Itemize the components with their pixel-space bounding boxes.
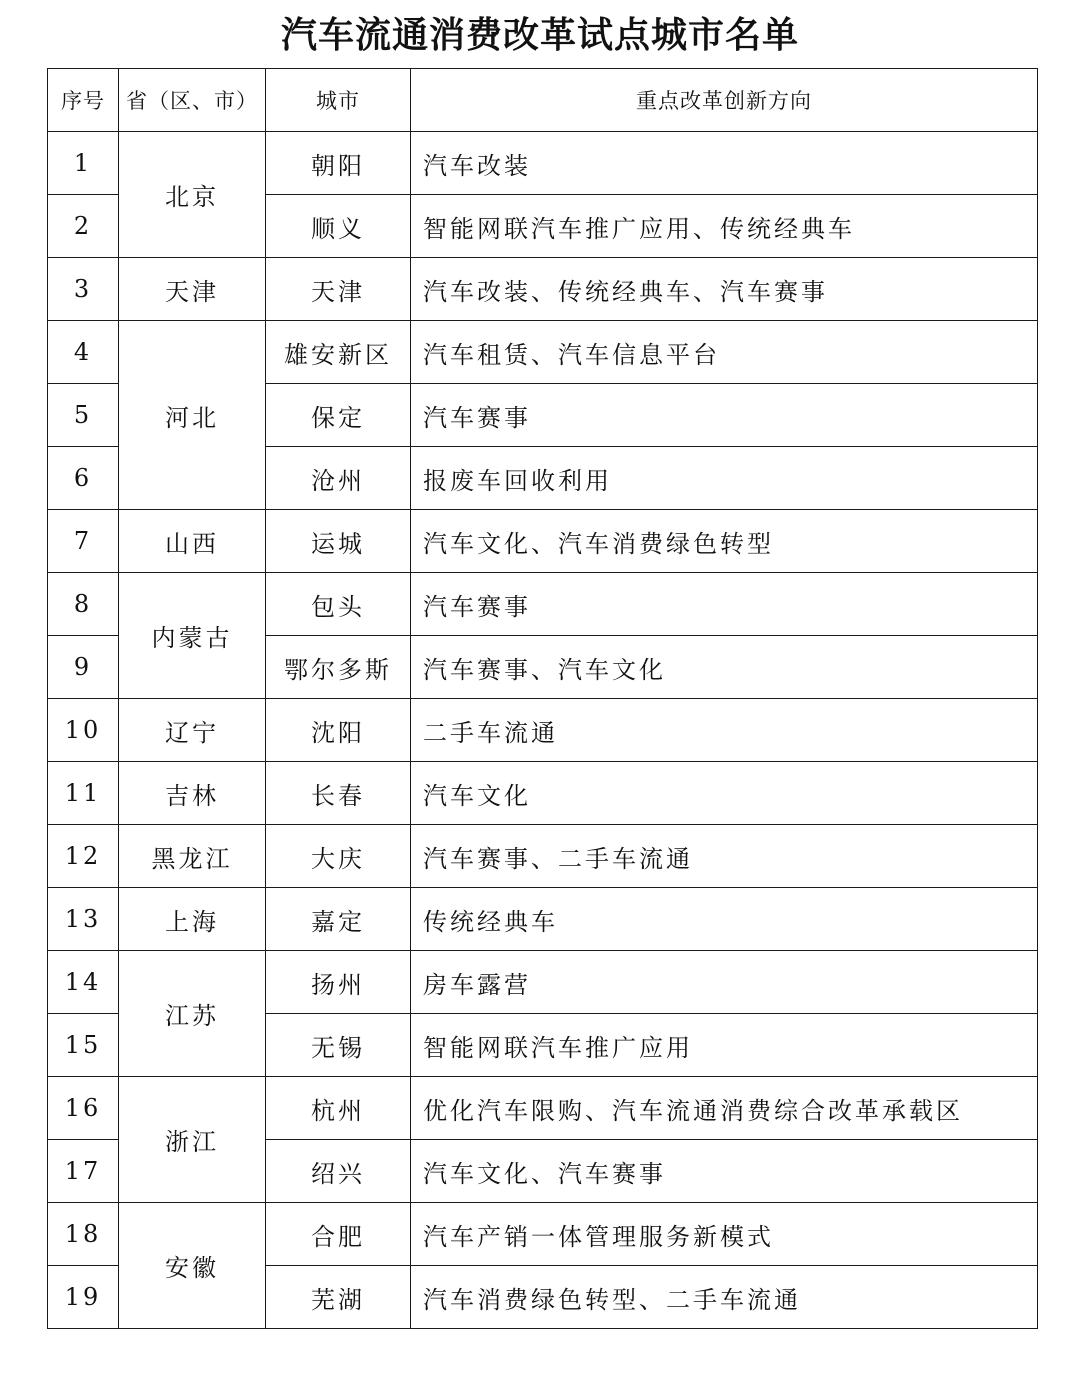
row-number: 11 [48, 762, 119, 825]
province-cell: 内蒙古 [119, 573, 266, 699]
city-cell: 绍兴 [266, 1140, 411, 1203]
city-cell: 无锡 [266, 1014, 411, 1077]
row-number: 19 [48, 1266, 119, 1329]
focus-cell: 汽车改装 [411, 132, 1038, 195]
row-number: 14 [48, 951, 119, 1014]
table-row [48, 132, 1038, 195]
table-row [48, 573, 1038, 636]
header-focus: 重点改革创新方向 [411, 69, 1038, 132]
city-cell: 顺义 [266, 195, 411, 258]
row-number: 2 [48, 195, 119, 258]
row-number: 8 [48, 573, 119, 636]
province-cell: 安徽 [119, 1203, 266, 1329]
focus-cell: 汽车赛事、二手车流通 [411, 825, 1038, 888]
city-cell: 芜湖 [266, 1266, 411, 1329]
table-row [48, 1203, 1038, 1266]
city-cell: 沈阳 [266, 699, 411, 762]
city-cell: 长春 [266, 762, 411, 825]
row-number: 4 [48, 321, 119, 384]
province-cell: 天津 [119, 258, 266, 321]
city-cell: 大庆 [266, 825, 411, 888]
row-number: 17 [48, 1140, 119, 1203]
focus-cell: 汽车文化、汽车赛事 [411, 1140, 1038, 1203]
row-number: 16 [48, 1077, 119, 1140]
city-cell: 鄂尔多斯 [266, 636, 411, 699]
row-number: 6 [48, 447, 119, 510]
row-number: 12 [48, 825, 119, 888]
row-number: 7 [48, 510, 119, 573]
city-cell: 扬州 [266, 951, 411, 1014]
row-number: 3 [48, 258, 119, 321]
document-title: 汽车流通消费改革试点城市名单 [280, 14, 799, 56]
edge-mask [846, 1336, 1080, 1376]
city-cell: 朝阳 [266, 132, 411, 195]
focus-cell: 传统经典车 [411, 888, 1038, 951]
table-row [48, 1077, 1038, 1140]
focus-cell: 二手车流通 [411, 699, 1038, 762]
focus-cell: 汽车赛事 [411, 573, 1038, 636]
table-row [48, 258, 1038, 321]
province-cell: 河北 [119, 321, 266, 510]
row-number: 18 [48, 1203, 119, 1266]
table-row [48, 510, 1038, 573]
city-cell: 雄安新区 [266, 321, 411, 384]
city-cell: 天津 [266, 258, 411, 321]
city-cell: 保定 [266, 384, 411, 447]
city-cell: 嘉定 [266, 888, 411, 951]
focus-cell: 汽车产销一体管理服务新模式 [411, 1203, 1038, 1266]
focus-cell: 汽车文化 [411, 762, 1038, 825]
focus-cell: 汽车赛事 [411, 384, 1038, 447]
province-cell: 上海 [119, 888, 266, 951]
table-body [48, 132, 1038, 1329]
header-province: 省（区、市） [119, 69, 266, 132]
province-cell: 黑龙江 [119, 825, 266, 888]
focus-cell: 智能网联汽车推广应用 [411, 1014, 1038, 1077]
focus-cell: 智能网联汽车推广应用、传统经典车 [411, 195, 1038, 258]
city-cell: 包头 [266, 573, 411, 636]
table-row [48, 888, 1038, 951]
focus-cell: 房车露营 [411, 951, 1038, 1014]
focus-cell: 汽车文化、汽车消费绿色转型 [411, 510, 1038, 573]
row-number: 1 [48, 132, 119, 195]
header-city: 城市 [266, 69, 411, 132]
city-cell: 合肥 [266, 1203, 411, 1266]
focus-cell: 汽车消费绿色转型、二手车流通 [411, 1266, 1038, 1329]
table-row [48, 321, 1038, 384]
table-row [48, 699, 1038, 762]
row-number: 5 [48, 384, 119, 447]
city-cell: 杭州 [266, 1077, 411, 1140]
pilot-city-table [47, 68, 1038, 1329]
province-cell: 吉林 [119, 762, 266, 825]
row-number: 15 [48, 1014, 119, 1077]
city-cell: 运城 [266, 510, 411, 573]
row-number: 13 [48, 888, 119, 951]
focus-cell: 汽车赛事、汽车文化 [411, 636, 1038, 699]
table-header-row [48, 69, 1038, 132]
province-cell: 北京 [119, 132, 266, 258]
province-cell: 辽宁 [119, 699, 266, 762]
focus-cell: 汽车租赁、汽车信息平台 [411, 321, 1038, 384]
focus-cell: 报废车回收利用 [411, 447, 1038, 510]
focus-cell: 汽车改装、传统经典车、汽车赛事 [411, 258, 1038, 321]
table-row [48, 825, 1038, 888]
header-no: 序号 [48, 69, 119, 132]
table-row [48, 762, 1038, 825]
province-cell: 浙江 [119, 1077, 266, 1203]
row-number: 10 [48, 699, 119, 762]
province-cell: 江苏 [119, 951, 266, 1077]
focus-cell: 优化汽车限购、汽车流通消费综合改革承载区 [411, 1077, 1038, 1140]
province-cell: 山西 [119, 510, 266, 573]
table-row [48, 951, 1038, 1014]
city-cell: 沧州 [266, 447, 411, 510]
row-number: 9 [48, 636, 119, 699]
